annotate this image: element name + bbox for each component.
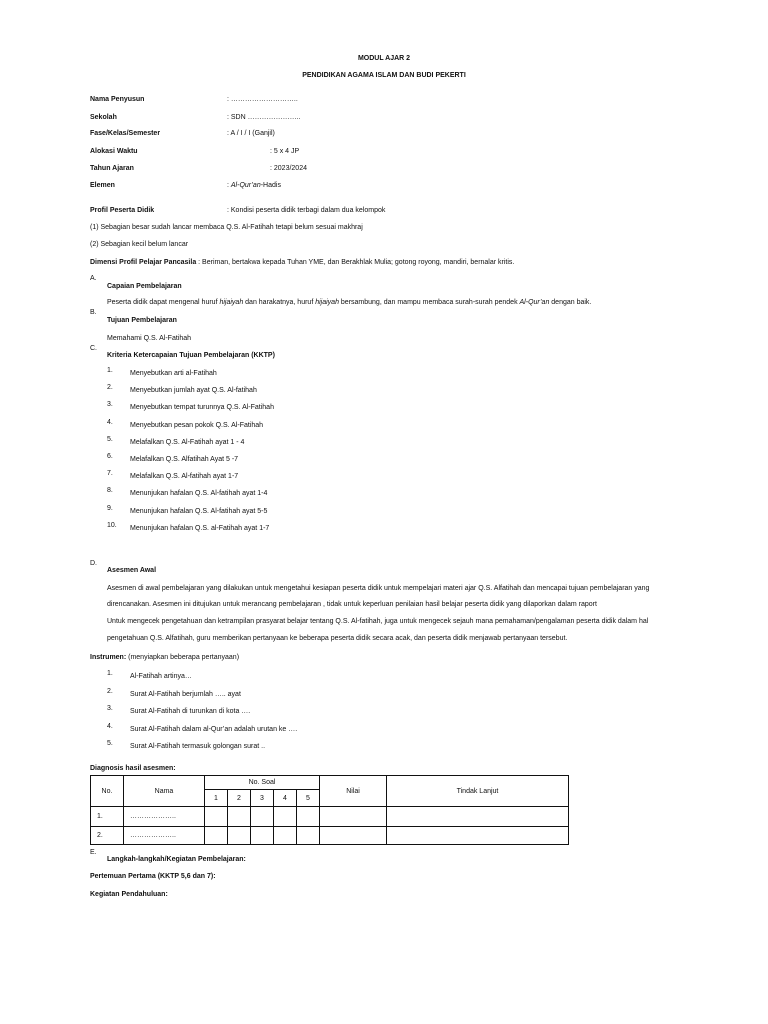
identity-label-profil: Profil Peserta Didik [90,207,155,214]
row-nama: ……………….. [124,807,205,827]
section-b-letter: B. [90,309,97,316]
row-nama: ……………….. [124,827,205,845]
kktp-item-text: Menyebutkan jumlah ayat Q.S. Al-fatihah [130,387,257,395]
row-no: 1. [91,807,124,827]
header-soal-2: 2 [228,790,251,807]
section-a-heading: Capaian Pembelajaran [107,283,182,290]
identity-label-penyusun: Nama Penyusun [90,96,145,103]
header-soal-1: 1 [205,790,228,807]
diagnosis-table [90,775,569,845]
header-no-soal: No. Soal [205,776,320,790]
row-cell [228,807,251,827]
kktp-item-number: 10. [107,521,117,529]
question-item-text: Surat Al-Fatihah di turunkan di kota …. [130,708,251,715]
section-b-text: Memahami Q.S. Al-Fatihah [107,335,192,342]
table-row [91,807,569,827]
kktp-item-number: 5. [107,435,113,443]
row-no: 2. [91,827,124,845]
kegiatan-pendahuluan: Kegiatan Pendahuluan: [90,891,168,898]
identity-label-alokasi: Alokasi Waktu [90,148,138,155]
identity-value-profil: : Kondisi peserta didik terbagi dalam dua kelompok [227,207,386,214]
section-c-heading: Kriteria Ketercapaian Tujuan Pembelajaran (KKTP) [107,352,275,359]
row-cell [274,807,297,827]
kktp-item-text: Menunjukan hafalan Q.S. Al-fatihah ayat 1-4 [130,490,268,498]
identity-label-fase: Fase/Kelas/Semester [90,130,161,137]
row-cell [320,827,387,845]
row-cell [251,827,274,845]
row-cell [320,807,387,827]
kktp-item-text: Melafalkan Q.S. Al-fatihah ayat 1-7 [130,473,239,481]
kktp-item-text: Menunjukan hafalan Q.S. Al-fatihah ayat 5-5 [130,507,268,515]
question-item-number: 1. [107,670,113,677]
identity-value-fase: : A / I / I (Ganjil) [227,130,275,137]
dimensi-profil: Dimensi Profil Pelajar Pancasila : Beriman, bertakwa kepada Tuhan YME, dan Berakhlak Mulia; gotong royong, mandiri, bernalar kritis. [90,259,515,266]
kktp-item-number: 7. [107,470,113,478]
identity-value-penyusun: : ……………………….. [227,96,298,103]
asesmen-line-2: direncanakan. Asesmen ini ditujukan untuk merancang pembelajaran , tidak untuk keperluan penilaian hasil belajar peserta didik yang dilaporkan dalam raport [107,601,597,608]
kktp-item-text: Menyebutkan tempat turunnya Q.S. Al-Fatihah [130,404,274,412]
question-item-number: 4. [107,722,113,730]
question-item-text: Surat Al-Fatihah berjumlah ….. ayat [130,690,241,698]
header-no: No. [91,776,124,807]
table-row [91,827,569,845]
kktp-item-number: 9. [107,504,113,512]
row-cell [251,807,274,827]
kktp-item-number: 4. [107,418,113,426]
kktp-item-number: 8. [107,487,113,495]
section-e-heading: Langkah-langkah/Kegiatan Pembelajaran: [107,856,246,863]
profile-group-1: (1) Sebagian besar sudah lancar membaca Q.S. Al-Fatihah tetapi belum sesuai makhraj [90,224,363,231]
asesmen-line-4: pengetahuan Q.S. Alfatihah, guru memberikan pertanyaan ke beberapa peserta didik secara acak, dan peserta didik menjawab pertanyaan tersebut. [107,635,568,642]
kktp-item-number: 6. [107,453,113,460]
row-cell [297,827,320,845]
row-cell [205,827,228,845]
question-item-number: 5. [107,740,113,747]
header-soal-5: 5 [297,790,320,807]
pertemuan-pertama: Pertemuan Pertama (KKTP 5,6 dan 7): [90,873,216,880]
identity-value-alokasi: : 5 x 4 JP [270,148,300,155]
kktp-item-text: Menyebutkan arti al-Fatihah [130,370,217,377]
kktp-item-number: 1. [107,367,113,374]
header-nilai: Nilai [320,776,387,807]
row-cell [205,807,228,827]
kktp-item-number: 3. [107,401,113,409]
asesmen-line-1: Asesmen di awal pembelajaran yang dilakukan untuk mengetahui kesiapan peserta didik untuk mempelajari materi ajar Q.S. Alfatihah dan mencapai tujuan pembelajaran yang [107,585,650,592]
kktp-item-text: Menyebutkan pesan pokok Q.S. Al-Fatihah [130,421,264,429]
question-item-text: Surat Al-Fatihah dalam al-Qur’an adalah urutan ke …. [130,725,298,733]
section-c-letter: C. [90,345,97,352]
identity-value-tahun: : 2023/2024 [270,165,307,172]
row-cell [274,827,297,845]
kktp-item-text: Melafalkan Q.S. Alfatihah Ayat 5 -7 [130,456,239,463]
kktp-item-text: Menunjukan hafalan Q.S. al-Fatihah ayat 1-7 [130,524,270,532]
identity-label-sekolah: Sekolah [90,114,117,121]
section-d-letter: D. [90,560,97,567]
section-a-text: Peserta didik dapat mengenal huruf hijaiyah dan harakatnya, huruf hijaiyah bersambung, dan mampu membaca surah-surah pendek Al-Qur’an dengan baik. [107,299,592,306]
row-cell [297,807,320,827]
header-soal-4: 4 [274,790,297,807]
identity-value-elemen: : Al-Qur’an-Hadis [227,182,281,189]
identity-label-elemen: Elemen [90,182,115,189]
question-item-number: 3. [107,705,113,712]
diagnosis-label: Diagnosis hasil asesmen: [90,765,176,772]
row-cell [387,807,569,827]
document-title: MODUL AJAR 2 [357,55,411,62]
identity-label-tahun: Tahun Ajaran [90,165,134,172]
document-subtitle: PENDIDIKAN AGAMA ISLAM DAN BUDI PEKERTI [302,72,466,79]
kktp-item-text: Melafalkan Q.S. Al-Fatihah ayat 1 - 4 [130,438,245,446]
section-b-heading: Tujuan Pembelajaran [107,317,177,324]
question-item-text: Al-Fatihah artinya… [130,673,192,680]
asesmen-line-3: Untuk mengecek pengetahuan dan ketrampilan prasyarat belajar tentang Q.S. Al-fatihah, juga untuk mengecek sejauh mana pemahaman/pengalaman peserta didik dalam hal [107,618,649,625]
row-cell [228,827,251,845]
section-a-letter: A. [90,275,97,282]
section-d-heading: Asesmen Awal [107,567,157,574]
question-item-number: 2. [107,687,113,695]
header-soal-3: 3 [251,790,274,807]
identity-value-sekolah: : SDN ………………….. [227,114,301,121]
header-nama: Nama [124,776,205,807]
question-item-text: Surat Al-Fatihah termasuk golongan surat .. [130,743,266,750]
section-e-letter: E. [90,849,97,856]
instrumen-line: Instrumen: (menyiapkan beberapa pertanyaan) [90,654,240,661]
header-tindak-lanjut: Tindak Lanjut [387,776,569,807]
row-cell [387,827,569,845]
kktp-item-number: 2. [107,384,113,392]
profile-group-2: (2) Sebagian kecil belum lancar [90,241,189,248]
